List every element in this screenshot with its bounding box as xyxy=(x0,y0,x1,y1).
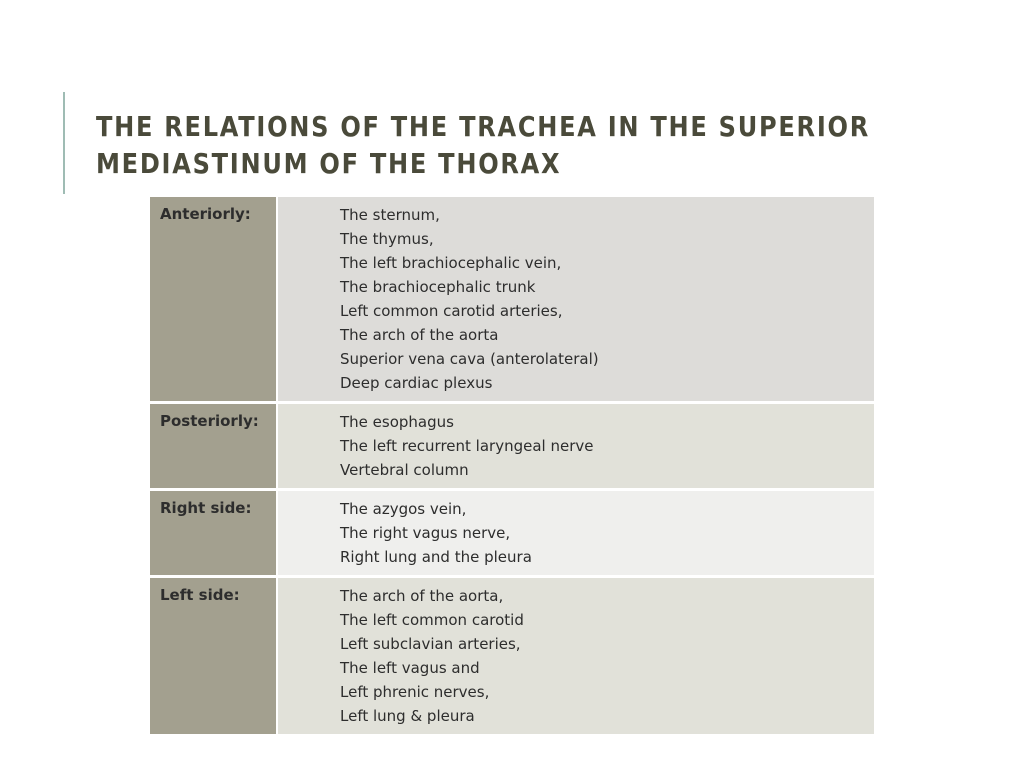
list-item: The left brachiocephalic vein, xyxy=(340,254,562,272)
list-item: The left vagus and xyxy=(340,659,480,677)
list-item: The azygos vein, xyxy=(340,500,467,518)
row-items xyxy=(277,490,874,577)
list-item: The left common carotid xyxy=(340,611,524,629)
slide-title-line-1: THE RELATIONS OF THE TRACHEA IN THE SUPERIOR xyxy=(96,110,870,143)
title-accent-bar xyxy=(63,92,65,194)
list-item: The left recurrent laryngeal nerve xyxy=(340,437,594,455)
row-items xyxy=(277,577,874,735)
table-row-right-side xyxy=(150,490,874,577)
list-item: The brachiocephalic trunk xyxy=(340,278,536,296)
list-item: Left phrenic nerves, xyxy=(340,683,490,701)
list-item: Left common carotid arteries, xyxy=(340,302,563,320)
list-item: Left lung & pleura xyxy=(340,707,475,725)
row-items xyxy=(277,197,874,403)
list-item: Right lung and the pleura xyxy=(340,548,532,566)
row-items xyxy=(277,403,874,490)
row-label: Left side: xyxy=(150,577,277,735)
row-label: Posteriorly: xyxy=(150,403,277,490)
list-item: Left subclavian arteries, xyxy=(340,635,521,653)
row-label: Anteriorly: xyxy=(150,197,277,403)
list-item: The sternum, xyxy=(340,206,440,224)
list-item: The arch of the aorta xyxy=(340,326,499,344)
list-item: Deep cardiac plexus xyxy=(340,374,493,392)
list-item: Vertebral column xyxy=(340,461,469,479)
table-row-posteriorly xyxy=(150,403,874,490)
list-item: The thymus, xyxy=(340,230,434,248)
table-row-left-side xyxy=(150,577,874,735)
list-item: The right vagus nerve, xyxy=(340,524,511,542)
list-item: The arch of the aorta, xyxy=(340,587,504,605)
list-item: Superior vena cava (anterolateral) xyxy=(340,350,599,368)
row-label: Right side: xyxy=(150,490,277,577)
slide-title xyxy=(96,108,870,182)
table-row-anteriorly xyxy=(150,197,874,403)
relations-table xyxy=(150,197,874,734)
list-item: The esophagus xyxy=(340,413,454,431)
slide-title-line-2: MEDIASTINUM OF THE THORAX xyxy=(96,147,562,180)
